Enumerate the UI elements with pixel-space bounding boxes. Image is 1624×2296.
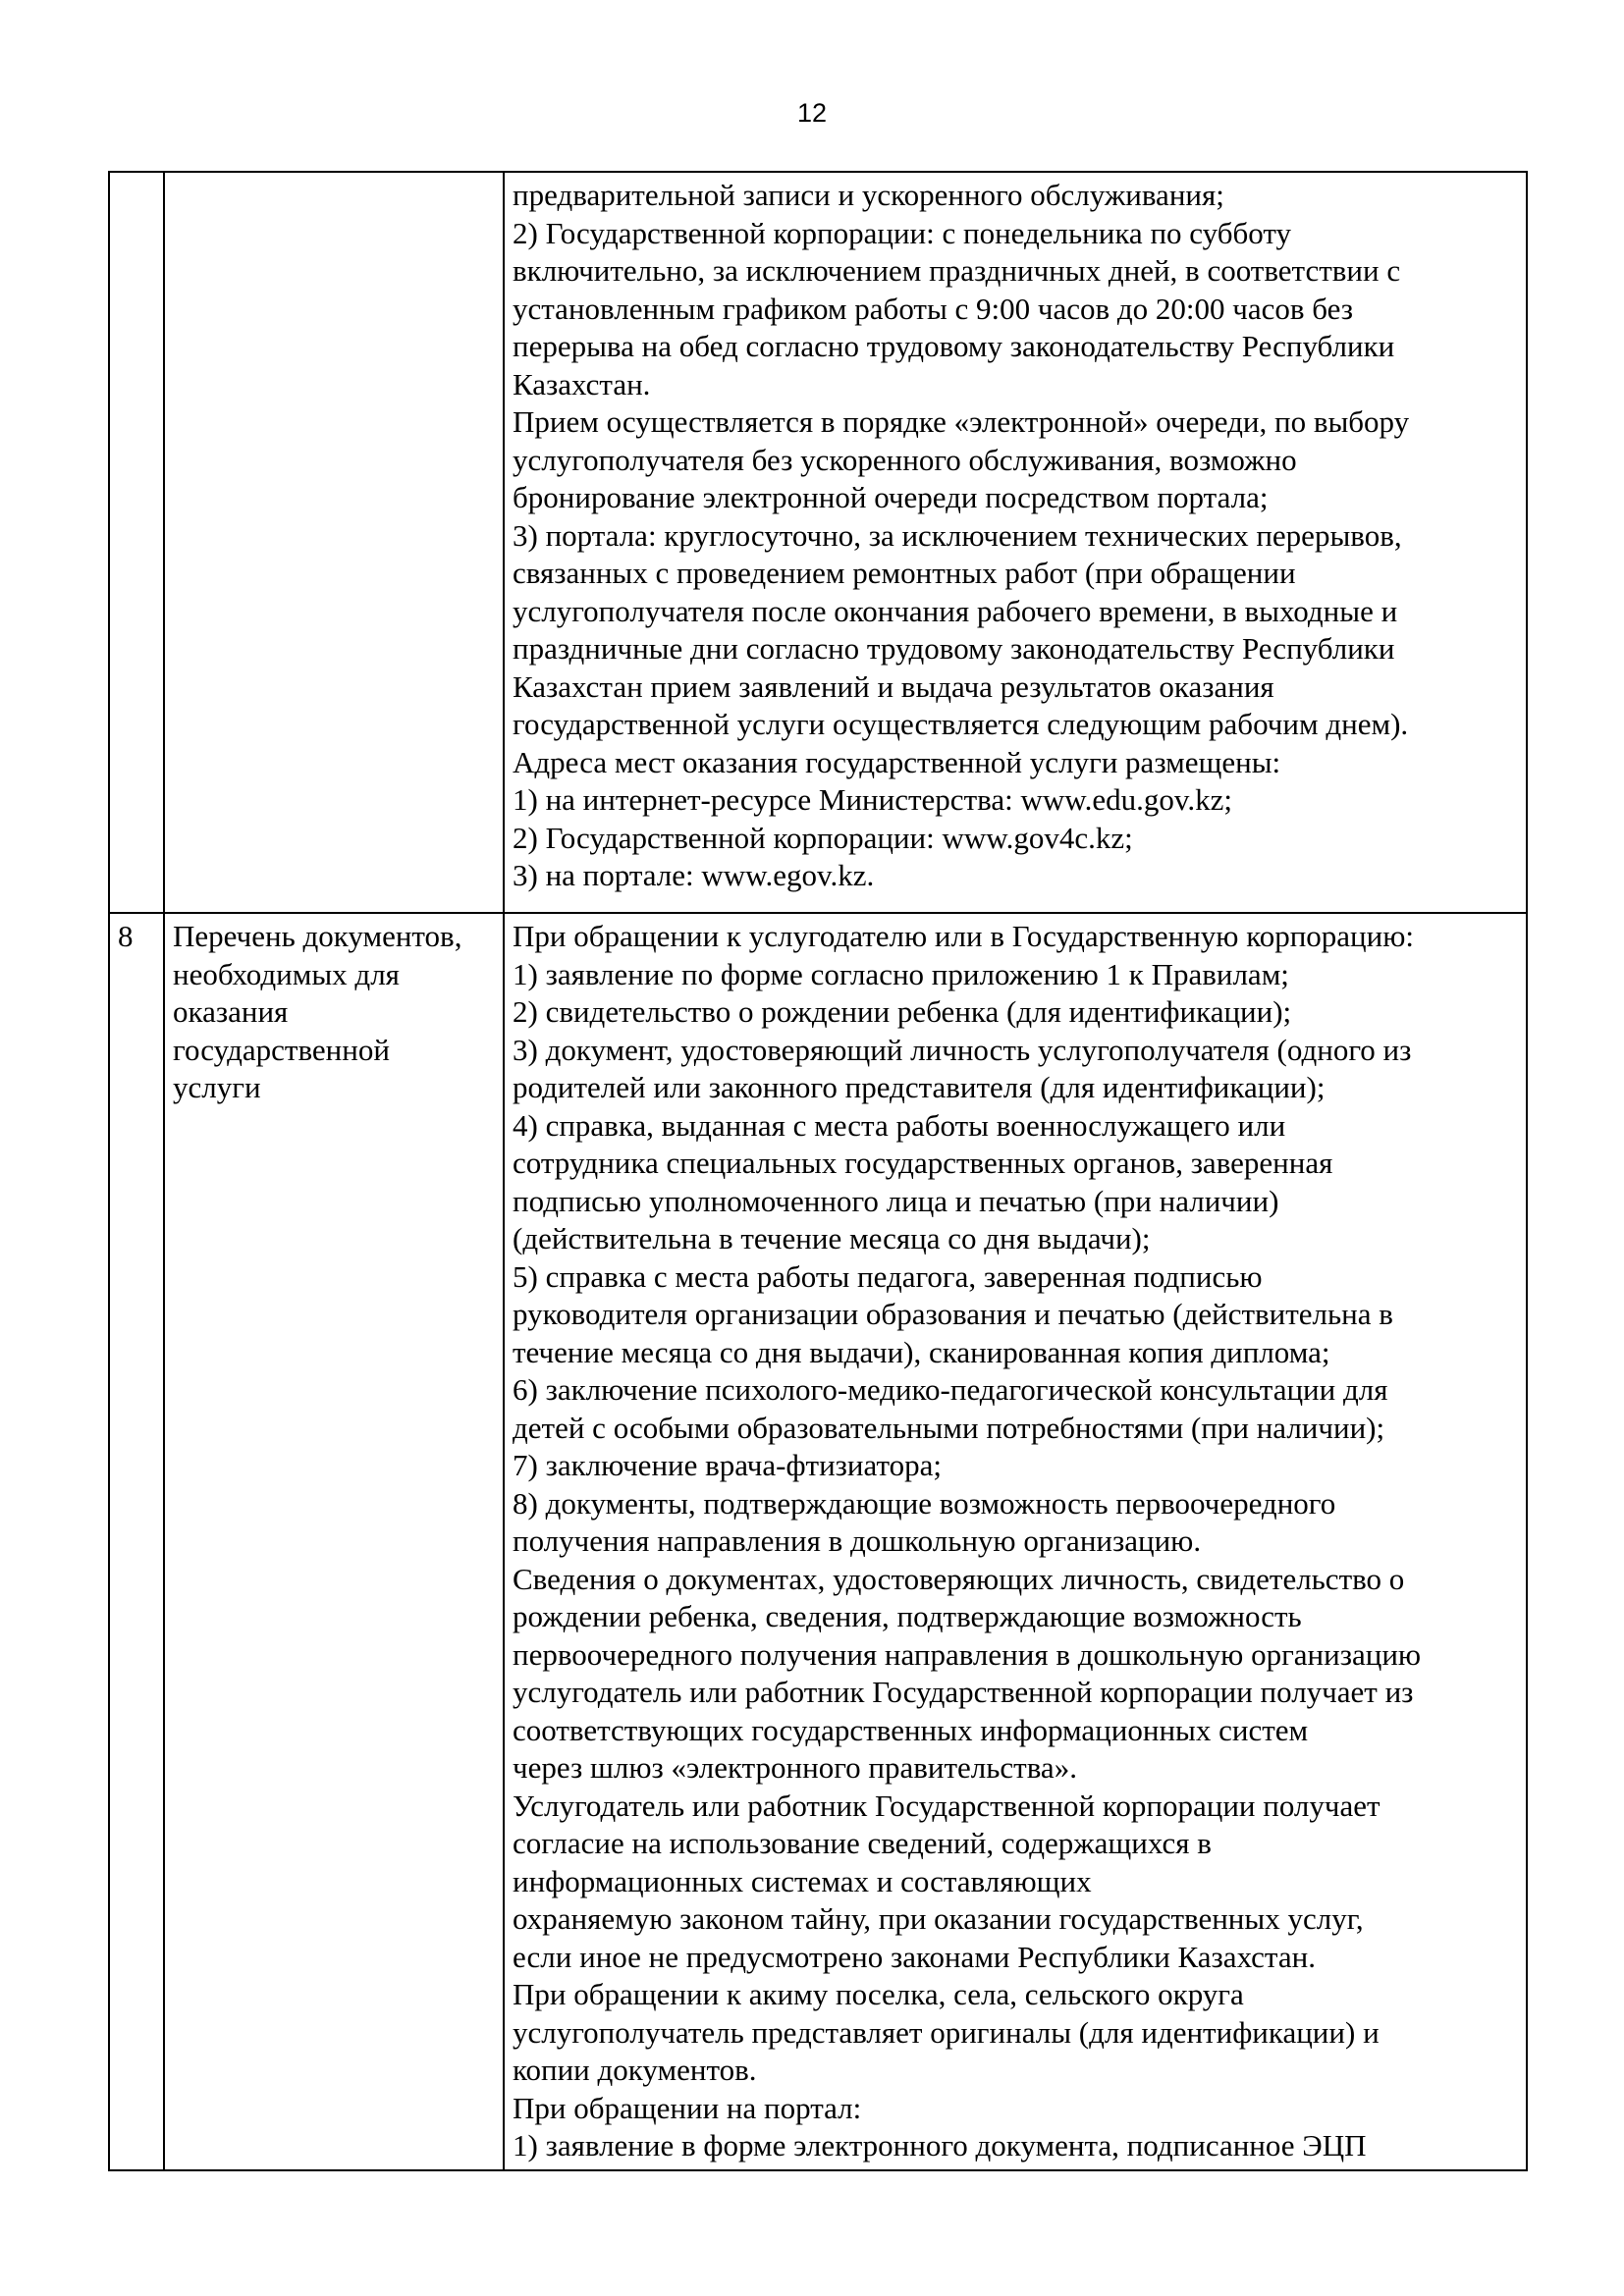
row-name-cell — [164, 172, 504, 913]
name-line: государственной — [173, 1032, 390, 1067]
content-line: 1) заявление по форме согласно приложению 1 к Правилам; — [513, 956, 1289, 991]
content-line: руководителя организации образования и печатью (действительна в — [513, 1297, 1393, 1331]
name-line: услуги — [173, 1070, 261, 1104]
content-line: (действительна в течение месяца со дня выдачи); — [513, 1221, 1151, 1255]
content-line: 3) документ, удостоверяющий личность услугополучателя (одного из — [513, 1032, 1412, 1067]
content-line: праздничные дни согласно трудовому законодательству Республики — [513, 631, 1395, 666]
content-line: 1) заявление в форме электронного документа, подписанное ЭЦП — [513, 2128, 1367, 2163]
content-line: подписью уполномоченного лица и печатью (при наличии) — [513, 1183, 1279, 1218]
name-line: оказания — [173, 994, 289, 1029]
content-line: включительно, за исключением праздничных дней, в соответствии с — [513, 253, 1401, 288]
row-number-cell — [109, 172, 164, 913]
content-line: Казахстан. — [513, 366, 651, 401]
table-row — [109, 913, 1527, 2170]
content-line: через шлюз «электронного правительства». — [513, 1750, 1077, 1785]
content-line: 3) портала: круглосуточно, за исключением технических перерывов, — [513, 517, 1402, 553]
service-standard-table — [108, 171, 1528, 2171]
content-line: Услугодатель или работник Государственной корпорации получает — [513, 1788, 1380, 1823]
content-line: связанных с проведением ремонтных работ (при обращении — [513, 556, 1296, 590]
content-line: 5) справка с места работы педагога, заверенная подписью — [513, 1258, 1263, 1294]
content-line: перерыва на обед согласно трудовому законодательству Республики — [513, 329, 1395, 363]
content-line: услугополучателя без ускоренного обслуживания, возможно — [513, 442, 1297, 477]
content-line: рождении ребенка, сведения, подтверждающие возможность — [513, 1599, 1302, 1633]
row-number-cell: 8 — [109, 913, 164, 2170]
content-line: 6) заключение психолого-медико-педагогической консультации для — [513, 1372, 1388, 1407]
content-line: 2) Государственной корпорации: www.gov4c.kz; — [513, 820, 1133, 855]
content-line: 1) на интернет-ресурсе Министерства: www.edu.gov.kz; — [513, 782, 1232, 817]
content-line: 2) свидетельство о рождении ребенка (для идентификации); — [513, 994, 1292, 1029]
content-line: первоочередного получения направления в дошкольную организацию — [513, 1636, 1422, 1672]
content-line: Казахстан прием заявлений и выдача результатов оказания — [513, 668, 1274, 704]
content-line: если иное не предусмотрено законами Республики Казахстан. — [513, 1939, 1316, 1974]
row-name-cell — [164, 913, 504, 2170]
content-line: получения направления в дошкольную организацию. — [513, 1523, 1202, 1558]
content-line: 2) Государственной корпорации: с понедельника по субботу — [513, 215, 1291, 250]
content-line: детей с особыми образовательными потребностями (при наличии); — [513, 1410, 1385, 1445]
row-content-cell — [504, 913, 1527, 2170]
content-line: предварительной записи и ускоренного обслуживания; — [513, 178, 1224, 212]
row-content-cell — [504, 172, 1527, 913]
content-line: государственной услуги осуществляется следующим рабочим днем). — [513, 707, 1409, 741]
content-line: копии документов. — [513, 2053, 757, 2087]
content-line: бронирование электронной очереди посредством портала; — [513, 480, 1269, 514]
content-line: 7) заключение врача-фтизиатора; — [513, 1448, 942, 1482]
content-line: 3) на портале: www.egov.kz. — [513, 858, 875, 892]
content-line: 8) документы, подтверждающие возможность первоочередного — [513, 1485, 1336, 1521]
content-line: Прием осуществляется в порядке «электронной» очереди, по выбору — [513, 404, 1410, 439]
content-line: При обращении на портал: — [513, 2090, 862, 2125]
name-line: Перечень документов, — [173, 919, 462, 953]
content-line: сотрудника специальных государственных органов, заверенная — [513, 1146, 1333, 1180]
content-line: Адреса мест оказания государственной услуги размещены: — [513, 744, 1281, 779]
content-line: услугодатель или работник Государственной корпорации получает из — [513, 1675, 1414, 1709]
content-line: родителей или законного представителя (для идентификации); — [513, 1070, 1326, 1104]
content-line: При обращении к услугодателю или в Государственную корпорацию: — [513, 919, 1414, 953]
content-line: течение месяца со дня выдачи), сканированная копия диплома; — [513, 1334, 1330, 1369]
content-line: Сведения о документах, удостоверяющих личность, свидетельство о — [513, 1561, 1405, 1596]
content-line: 4) справка, выданная с места работы военнослужащего или — [513, 1107, 1286, 1143]
content-line: согласие на использование сведений, содержащихся в — [513, 1826, 1212, 1860]
content-line: охраняемую законом тайну, при оказании государственных услуг, — [513, 1901, 1364, 1936]
content-line: При обращении к акиму поселка, села, сельского округа — [513, 1977, 1244, 2011]
name-line: необходимых для — [173, 956, 400, 991]
content-line: установленным графиком работы с 9:00 часов до 20:00 часов без — [513, 291, 1354, 326]
content-line: услугополучатель представляет оригиналы (для идентификации) и — [513, 2014, 1380, 2050]
content-line: услугополучателя после окончания рабочего времени, в выходные и — [513, 593, 1398, 628]
content-line: информационных системах и составляющих — [513, 1863, 1092, 1898]
page-number: 12 — [796, 98, 828, 128]
table-row — [109, 172, 1527, 913]
content-line: соответствующих государственных информационных систем — [513, 1712, 1309, 1747]
